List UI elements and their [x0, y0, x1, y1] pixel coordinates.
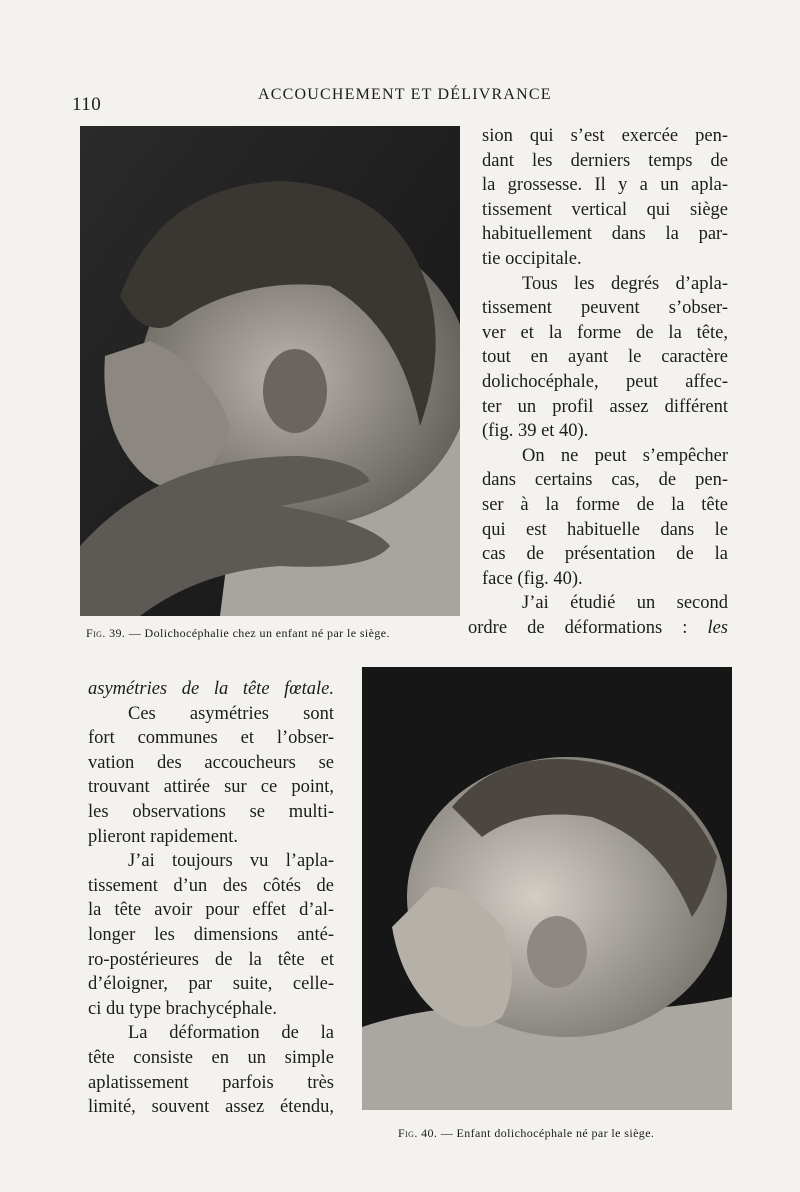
text-line: ro-postérieures de la tête et — [88, 949, 334, 970]
text-fragment: ordre de déformations : — [468, 617, 708, 638]
text-line: tissement peuvent s’obser- — [482, 298, 728, 319]
figure-40-label: Fig. 40. — [398, 1126, 438, 1140]
figure-39-label: Fig. 39. — [86, 626, 126, 640]
text-line: d’éloigner, par suite, celle- — [88, 974, 334, 995]
figure-40-caption — [398, 1126, 654, 1141]
text-line: la grossesse. Il y a un apla- — [482, 175, 728, 196]
text-line: tout en ayant le caractère — [482, 347, 728, 368]
figure-40-photo — [362, 667, 732, 1110]
page-number: 110 — [72, 94, 102, 115]
text-line: dolichocéphale, peut affec- — [482, 371, 728, 392]
text-line: vation des accoucheurs se — [88, 752, 334, 773]
text-line: ci du type brachycéphale. — [88, 998, 278, 1019]
text-line: tissement vertical qui siège — [482, 199, 728, 220]
text-line: tie occipitale. — [482, 248, 582, 269]
text-line — [88, 677, 334, 702]
infant-profile-image-1 — [80, 126, 460, 616]
figure-39-photo — [80, 126, 460, 616]
text-line: tête consiste en un simple — [88, 1047, 334, 1068]
text-line: ser à la forme de la tête — [482, 494, 728, 515]
text-line: trouvant attirée sur ce point, — [88, 777, 334, 798]
body-text-left-column — [88, 677, 334, 1120]
text-line: dans certains cas, de pen- — [482, 470, 728, 491]
text-line: limité, souvent assez étendu, — [88, 1097, 334, 1118]
text-line: Tous les degrés d’apla- — [522, 273, 728, 294]
text-line: les observations se multi- — [88, 801, 334, 822]
italic-text: les — [707, 617, 728, 638]
text-line: Ces asymétries sont — [128, 703, 334, 724]
text-line: aplatissement parfois très — [88, 1072, 334, 1093]
text-line: La déformation de la — [128, 1023, 334, 1044]
text-line: sion qui s’est exercée pen- — [482, 126, 728, 146]
text-line: ter un profil assez différent — [482, 396, 728, 417]
figure-39-caption-text: — Dolichocéphalie chez un enfant né par le siège. — [128, 626, 390, 640]
text-line: la tête avoir pour effet d’al- — [88, 900, 334, 921]
text-line: face (fig. 40). — [482, 568, 583, 589]
text-line: On ne peut s’empêcher — [522, 445, 728, 466]
text-line: plieront rapidement. — [88, 826, 239, 847]
figure-39-caption — [86, 626, 390, 641]
text-line: habituellement dans la par- — [482, 224, 728, 245]
text-line: fort communes et l’obser- — [88, 728, 334, 749]
running-head: ACCOUCHEMENT ET DÉLIVRANCE — [258, 86, 552, 103]
text-line: ver et la forme de la tête, — [482, 322, 728, 343]
text-line: qui est habituelle dans le — [482, 519, 728, 540]
body-text-right-column — [468, 124, 728, 640]
text-line: J’ai toujours vu l’apla- — [128, 851, 334, 872]
text-line: (fig. 39 et 40). — [482, 421, 589, 442]
text-line: tissement d’un des côtés de — [88, 875, 334, 896]
text-line: longer les dimensions anté- — [88, 924, 334, 945]
figure-40-caption-text: — Enfant dolichocéphale né par le siège. — [440, 1126, 655, 1140]
text-line: J’ai étudié un second — [522, 593, 728, 614]
infant-profile-image-2 — [362, 667, 732, 1110]
text-line: cas de présentation de la — [482, 544, 728, 565]
italic-text: asymétries de la tête fœtale. — [88, 679, 334, 699]
text-line: dant les derniers temps de — [482, 150, 728, 171]
text-line — [468, 616, 728, 641]
